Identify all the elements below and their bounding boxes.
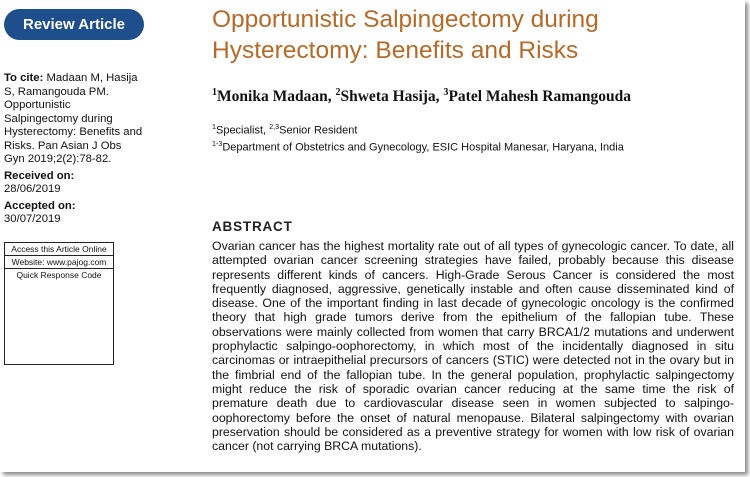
role-2-sup: 2,3	[269, 123, 280, 131]
website-link[interactable]: Website: www.pajog.com	[5, 256, 113, 269]
access-heading: Access this Article Online	[5, 243, 113, 256]
author-roles	[212, 123, 357, 137]
accepted-date: 30/07/2019	[4, 213, 61, 225]
article-sidebar	[4, 72, 144, 230]
cite-text: Madaan M, Hasija S, Ramangouda PM. Opportunistic Salpingectomy during Hysterectomy: Benefits and Risks. Pan Asian J Obs Gyn 2019;2(2):78-82.	[4, 72, 143, 165]
access-online-box	[4, 242, 114, 365]
article-title: Opportunistic Salpingectomy during Hysterectomy: Benefits and Risks	[212, 6, 599, 64]
role-2-text: Senior Resident	[279, 124, 358, 137]
author-separator: ,	[327, 88, 336, 106]
accepted-label: Accepted on:	[4, 199, 76, 212]
department-affiliation	[212, 140, 624, 154]
author-2-name: Shweta Hasija	[340, 88, 436, 106]
received-label: Received on:	[4, 169, 75, 182]
author-3-name: Patel Mahesh Ramangouda	[448, 88, 632, 106]
author-list	[212, 87, 631, 106]
cite-label: To cite:	[4, 72, 44, 84]
received-date: 28/06/2019	[4, 183, 61, 195]
author-1-name: Monika Madaan	[217, 88, 328, 106]
role-1-sup: 1	[212, 123, 216, 131]
abstract-heading: ABSTRACT	[212, 219, 293, 234]
role-1-text: Specialist,	[215, 124, 270, 137]
department-text: Department of Obstetrics and Gynecology, ESIC Hospital Manesar, Haryana, India	[222, 141, 624, 154]
author-2-sup: 2	[335, 87, 341, 98]
author-separator: ,	[435, 88, 444, 106]
author-1-sup: 1	[212, 87, 218, 98]
citation	[4, 72, 144, 167]
article-type-badge: Review Article	[4, 9, 144, 40]
department-sup: 1-3	[212, 140, 223, 148]
abstract-body: Ovarian cancer has the highest mortality rate out of all types of gynecologic cancer. To date, all attempted ovarian cancer screening strategies have failed, probably because this disease represents different kinds of cancers. High-Grade Serous Cancer is considered the most frequently diagnosed, aggressive, genetically instable and often cause disseminated kind of disease. One of the important finding in last decade of gynecologic oncology is the confirmed theory that high grade tumors derive from the epithelium of the fallopian tube. These observations were mainly collected from women that carry BRCA1/2 mutations and underwent prophylactic salpingo-oophorectomy, in which most of the incidentally diagnosed in situ carcinomas or intraepithelial precursors of cancers (STIC) were detected not in the ovary but in the fimbrial end of the fallopian tube. In the general population, prophylactic salpingectomy might reduce the risk of sporadic ovarian cancer reducing at the same time the risk of premature death due to cardiovascular disease seen in women subjected to salpingo-oophorectomy before the onset of natural menopause. Bilateral salpingectomy with ovarian preservation should be considered as a preventive strategy for women with low risk of ovarian cancer (not carrying BRCA mutations).	[212, 239, 734, 454]
author-3-sup: 3	[443, 87, 449, 98]
qr-code-label: Quick Response Code	[16, 270, 102, 280]
